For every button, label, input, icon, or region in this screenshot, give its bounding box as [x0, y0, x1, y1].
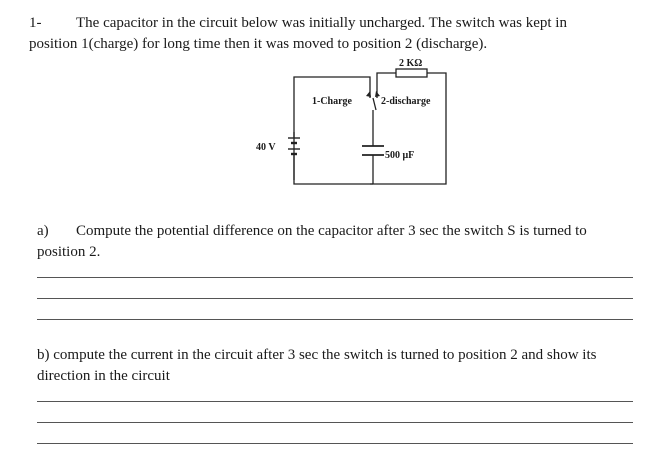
- wire-charge-branch: [294, 77, 370, 180]
- switch-pos2-label: 2-discharge: [381, 96, 431, 107]
- switch-blade: [373, 98, 376, 110]
- part-b-text-line1: b) compute the current in the circuit after 3 sec the switch is turned to position 2 and show its: [37, 347, 597, 363]
- battery-label: 40 V: [256, 142, 276, 153]
- part-a-text-line1: Compute the potential difference on the capacitor after 3 sec the switch S is turned to: [76, 223, 587, 239]
- switch-pos1-label: 1-Charge: [312, 96, 352, 107]
- answer-line-b3[interactable]: [37, 443, 633, 444]
- question-text-line1: The capacitor in the circuit below was initially uncharged. The switch was kept in: [76, 15, 567, 31]
- capacitor-label: 500 μF: [385, 150, 415, 161]
- answer-line-a3[interactable]: [37, 319, 633, 320]
- answer-line-a1[interactable]: [37, 277, 633, 278]
- answer-line-b1[interactable]: [37, 401, 633, 402]
- part-b-text-line2: direction in the circuit: [37, 368, 170, 384]
- wire-bottom: [294, 160, 373, 184]
- question-text-line2: position 1(charge) for long time then it was moved to position 2 (discharge).: [29, 36, 488, 52]
- part-a-text-line2: position 2.: [37, 244, 101, 260]
- part-a-marker: a): [37, 223, 49, 239]
- question-number: 1-: [29, 15, 42, 31]
- answer-line-b2[interactable]: [37, 422, 633, 423]
- wire-right: [370, 73, 446, 184]
- wire-discharge-branch: [377, 73, 396, 98]
- answer-line-a2[interactable]: [37, 298, 633, 299]
- resistor-label: 2 KΩ: [399, 58, 423, 69]
- resistor-symbol: [396, 69, 427, 77]
